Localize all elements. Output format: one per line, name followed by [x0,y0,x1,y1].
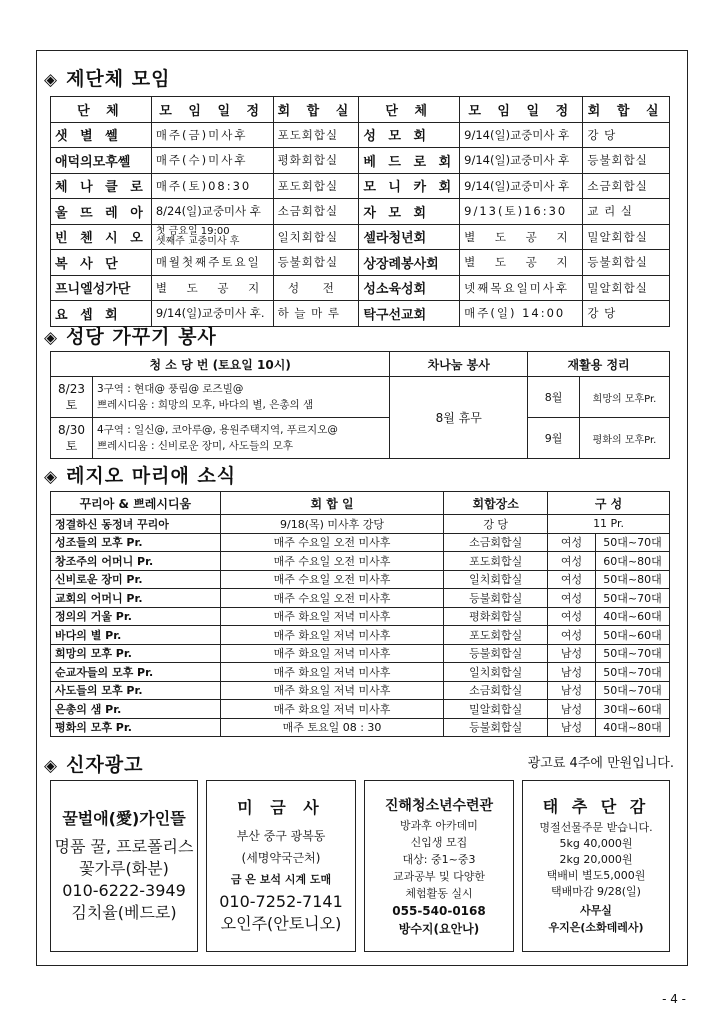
page-number: - 4 - [662,992,686,1006]
table-row [51,681,670,700]
legio-age-cell: 50대~70대 [596,589,670,608]
church-care-header-row: 청 소 당 번 (토요일 10시) 차나눔 봉사 재활용 정리 [51,352,670,377]
legio-rows [51,533,670,737]
legio-name-cell: 은총의 샘 Pr. [51,700,221,719]
legio-day-cell: 매주 수요일 오전 미사후 [220,589,444,608]
legio-day-cell: 매주 화요일 저녁 미사후 [220,681,444,700]
legio-age-cell: 30대~60대 [596,700,670,719]
curia-row: 정결하신 동정녀 꾸리아 9/18(목) 미사후 강당 강 당 11 Pr. [51,515,670,534]
legio-day-cell: 매주 화요일 저녁 미사후 [220,607,444,626]
legio-age-cell: 50대~70대 [596,644,670,663]
groups-table [50,96,670,327]
legio-name-cell: 신비로운 장미 Pr. [51,570,221,589]
legio-day-cell: 매주 수요일 오전 미사후 [220,552,444,571]
legio-day-cell: 매주 화요일 저녁 미사후 [220,626,444,645]
legio-name-cell: 창조주의 어머니 Pr. [51,552,221,571]
diamond-bullet-icon: ◈ [44,328,59,348]
section-title-groups: ◈ 제단체 모임 [44,68,171,90]
church-care-table [50,351,670,459]
legio-age-cell: 50대~80대 [596,570,670,589]
table-row: 8/30 토 4구역 : 일신@, 코아루@, 용원주택지역, 푸르지오@ 쁘레시디움 : 신비로운 장미, 사도들의 모후 9월 평화의 모후Pr. [51,418,670,459]
legio-place-cell: 일치회합실 [444,570,548,589]
diamond-bullet-icon: ◈ [44,467,59,487]
table-row: 빈 첸 시 오 첫 금요일 19:00 셋째주 교중미사 후 일치회합실 셀라청년회 별 도 공 지 밀알회합실 [51,224,670,250]
legio-header-row: 꾸리아 & 쁘레시디움 회 합 일 회합장소 구 성 [51,492,670,515]
legio-age-cell: 50대~70대 [596,681,670,700]
legio-place-cell: 소금회합실 [444,533,548,552]
ad-persimmon: 태 추 단 감 명절선물주문 받습니다. 5kg 40,000원 2kg 20,000원 택배비 별도5,000원 택배마감 9/28(일) 사무실 우지은(소화데레사) [522,780,670,952]
legio-name-cell: 바다의 별 Pr. [51,626,221,645]
table-row: 체 나 클 로 매주(토)08:30 포도회합실 모 니 카 회 9/14(일)교중미사 후 소금회합실 [51,173,670,199]
legio-place-cell: 평화회합실 [444,607,548,626]
table-row: 프니엘성가단 별 도 공 지 성 전 성소육성회 넷째목요일미사후 밀알회합실 [51,275,670,301]
legio-day-cell: 매주 화요일 저녁 미사후 [220,700,444,719]
legio-age-cell: 40대~60대 [596,607,670,626]
legio-gender-cell: 여성 [548,570,596,589]
legio-place-cell: 일치회합실 [444,663,548,682]
legio-age-cell: 40대~80대 [596,718,670,737]
legio-name-cell: 사도들의 모후 Pr. [51,681,221,700]
legio-gender-cell: 여성 [548,589,596,608]
table-row [51,626,670,645]
legio-day-cell: 매주 수요일 오전 미사후 [220,570,444,589]
ad-fee-note: 광고료 4주에 만원입니다. [527,756,674,771]
legio-name-cell: 순교자들의 모후 Pr. [51,663,221,682]
table-row: 울 뜨 레 아 8/24(일)교중미사 후 소금회합실 자 모 회 9/13(토)16:30 교 리 실 [51,199,670,225]
diamond-bullet-icon: ◈ [44,756,59,776]
ad-honey: 꿀벌애(愛)가인뜰 명품 꿀, 프로폴리스 꽃가루(화분) 010-6222-3949 김치율(베드로) [50,780,198,952]
legio-gender-cell: 남성 [548,663,596,682]
legio-table [50,491,670,737]
table-row [51,718,670,737]
table-row: 복 사 단 매월첫째주토요일 등불회합실 상장례봉사회 별 도 공 지 등불회합실 [51,250,670,276]
legio-gender-cell: 남성 [548,644,596,663]
legio-gender-cell: 여성 [548,552,596,571]
legio-gender-cell: 여성 [548,533,596,552]
legio-place-cell: 등불회합실 [444,718,548,737]
legio-place-cell: 등불회합실 [444,589,548,608]
table-row [51,570,670,589]
table-row [51,663,670,682]
legio-place-cell: 포도회합실 [444,552,548,571]
legio-gender-cell: 남성 [548,681,596,700]
table-row [51,607,670,626]
legio-place-cell: 소금회합실 [444,681,548,700]
legio-name-cell: 평화의 모후 Pr. [51,718,221,737]
section-title-church-care: ◈ 성당 가꾸기 봉사 [44,326,217,348]
legio-name-cell: 성조들의 모후 Pr. [51,533,221,552]
legio-name-cell: 정의의 거울 Pr. [51,607,221,626]
section-title-legio: ◈ 레지오 마리애 소식 [44,465,237,487]
legio-day-cell: 매주 토요일 08 : 30 [220,718,444,737]
legio-day-cell: 매주 화요일 저녁 미사후 [220,644,444,663]
legio-day-cell: 매주 화요일 저녁 미사후 [220,663,444,682]
legio-gender-cell: 남성 [548,700,596,719]
legio-gender-cell: 여성 [548,626,596,645]
legio-age-cell: 50대~70대 [596,533,670,552]
legio-place-cell: 밀알회합실 [444,700,548,719]
section-title-ads: ◈ 신자광고 [44,754,144,776]
table-row [51,533,670,552]
table-row: 요 셉 회 9/14(일)교중미사 후. 하 늘 마 루 탁구선교회 매주(일) 14:00 강 당 [51,301,670,327]
table-row [51,700,670,719]
legio-place-cell: 등불회합실 [444,644,548,663]
legio-age-cell: 50대~60대 [596,626,670,645]
table-row: 샛 별 쎌 매주(금)미사후 포도회합실 성 모 회 9/14(일)교중미사 후 강 당 [51,122,670,148]
legio-name-cell: 교회의 어머니 Pr. [51,589,221,608]
table-row: 8/23 토 3구역 : 현대@ 풍림@ 로즈빌@ 쁘레시디움 : 희망의 모후, 바다의 별, 은총의 샘 8월 휴무 8월 희망의 모후Pr. [51,377,670,418]
legio-age-cell: 50대~70대 [596,663,670,682]
groups-header-row: 단 체 모 임 일 정 회 합 실 단 체 모 임 일 정 회 합 실 [51,97,670,123]
table-row [51,644,670,663]
legio-day-cell: 매주 수요일 오전 미사후 [220,533,444,552]
legio-age-cell: 60대~80대 [596,552,670,571]
table-row [51,589,670,608]
legio-gender-cell: 여성 [548,607,596,626]
legio-name-cell: 희망의 모후 Pr. [51,644,221,663]
legio-gender-cell: 남성 [548,718,596,737]
ad-jewelry: 미 금 사 부산 중구 광복동 (세명약국근처) 금 은 보석 시계 도매 010-7252-7141 오인주(안토니오) [206,780,356,952]
diamond-bullet-icon: ◈ [44,70,59,90]
table-row: 애덕의모후쎌 매주(수)미사후 평화회합실 베 드 로 회 9/14(일)교중미사 후 등불회합실 [51,148,670,174]
table-row [51,552,670,571]
ad-youth-center: 진해청소년수련관 방과후 아카데미 신입생 모집 대상: 중1~중3 교과공부 및 다양한 체험활동 실시 055-540-0168 방수지(요안나) [364,780,514,952]
legio-place-cell: 포도회합실 [444,626,548,645]
